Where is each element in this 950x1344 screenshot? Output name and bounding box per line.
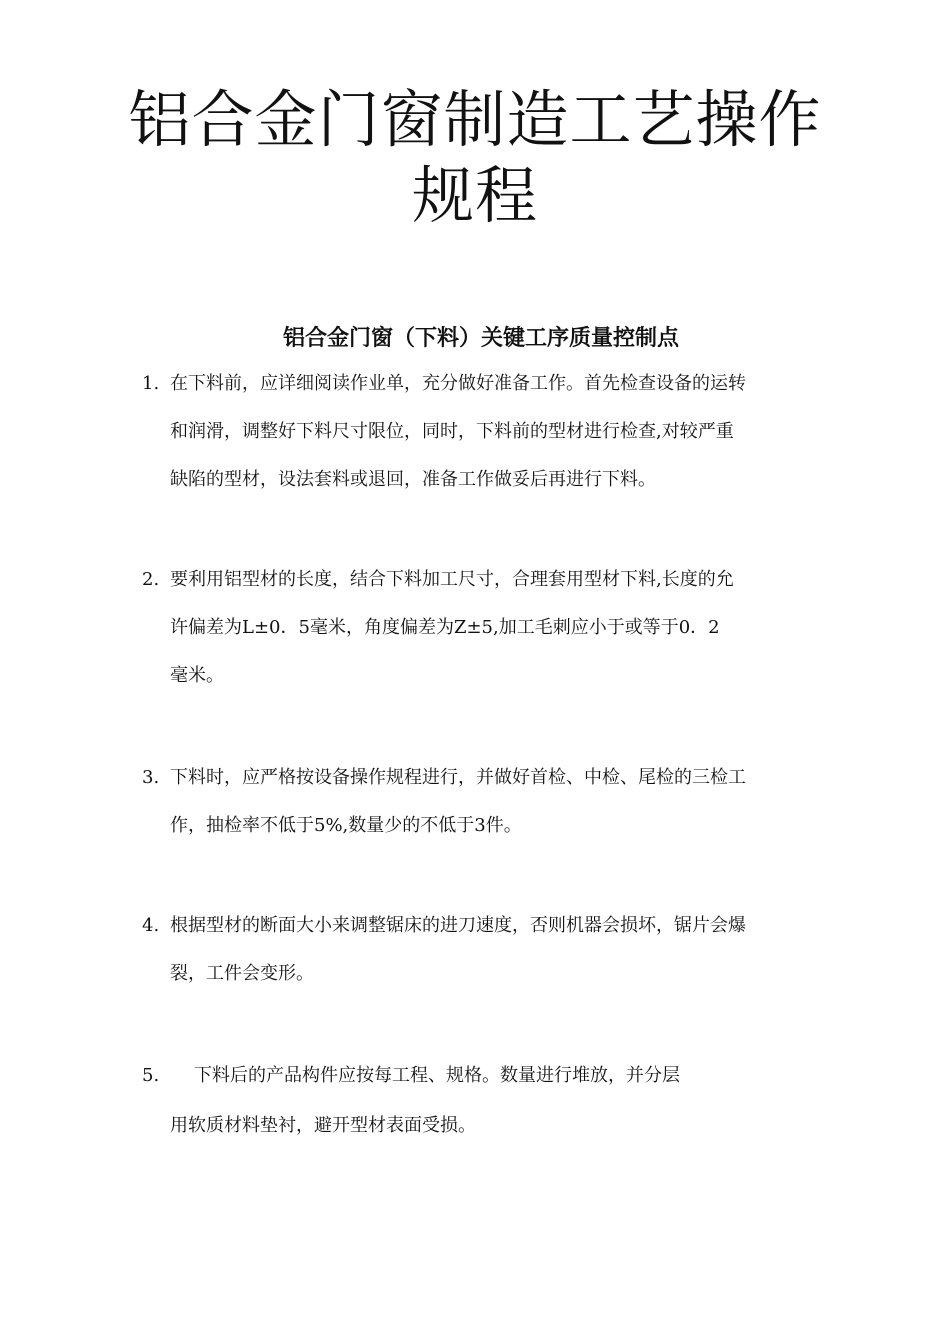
list-item-1	[142, 360, 832, 504]
list-item-4	[142, 902, 832, 998]
list-item-2-text-3: 毫米。	[170, 665, 224, 686]
list-item-3-text-1: 下料时，应严格按设备操作规程进行，并做好首检、中检、尾检的三检工	[170, 767, 746, 788]
list-item-1-line-1	[142, 360, 832, 408]
list-item-4-text-2: 裂，工件会变形。	[170, 963, 314, 984]
list-item-3-text-2: 作，抽检率不低于5%,数量少的不低于3件。	[170, 815, 522, 836]
list-item-1-text-2: 和润滑，调整好下料尺寸限位，同时，下料前的型材进行检查,对较严重	[170, 421, 734, 442]
list-item-1-line-2	[142, 408, 832, 456]
list-item-4-text-1: 根据型材的断面大小来调整锯床的进刀速度，否则机器会损坏，锯片会爆	[170, 915, 746, 936]
document-title-line-1: 铝合金门窗制造工艺操作	[128, 83, 822, 156]
document-title-line-2: 规程	[411, 159, 538, 232]
list-item-1-text-1: 在下料前，应详细阅读作业单，充分做好准备工作。首先检查设备的运转	[170, 373, 746, 394]
list-item-4-line-1	[142, 902, 832, 950]
list-item-5	[142, 1052, 832, 1142]
list-item-2-number: 2.	[142, 569, 160, 590]
list-item-2-line-2	[142, 604, 832, 652]
list-item-1-line-3	[142, 456, 832, 504]
list-item-2-line-3	[142, 652, 832, 700]
list-item-2-text-2: 许偏差为L±0．5毫米，角度偏差为Z±5,加工毛刺应小于或等于0．2	[170, 617, 720, 638]
section-subtitle: 铝合金门窗（下料）关键工序质量控制点	[282, 325, 679, 351]
list-item-5-number: 5.	[142, 1065, 160, 1086]
list-item-1-text-3: 缺陷的型材，设法套料或退回，准备工作做妥后再进行下料。	[170, 469, 656, 490]
list-item-5-text-2: 用软质材料垫衬，避开型材表面受损。	[170, 1115, 476, 1136]
list-item-3-line-1	[142, 754, 832, 802]
list-item-4-number: 4.	[142, 915, 160, 936]
list-item-5-line-1	[142, 1052, 832, 1100]
list-item-2	[142, 556, 832, 700]
list-item-2-line-1	[142, 556, 832, 604]
list-item-3-line-2	[142, 802, 832, 850]
list-item-1-number: 1.	[142, 373, 160, 394]
list-item-3-number: 3.	[142, 767, 160, 788]
list-item-3	[142, 754, 832, 850]
list-item-4-line-2	[142, 950, 832, 998]
list-item-2-text-1: 要利用铝型材的长度，结合下料加工尺寸，合理套用型材下料,长度的允	[170, 569, 734, 590]
list-item-5-text-1: 下料后的产品构件应按每工程、规格。数量进行堆放，并分层	[194, 1065, 680, 1086]
